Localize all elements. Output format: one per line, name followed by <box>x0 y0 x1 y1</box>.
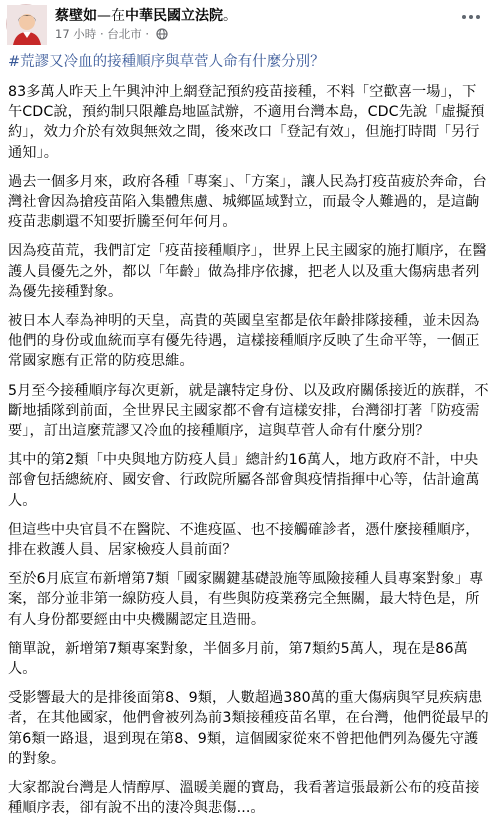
more-options-button[interactable] <box>456 6 486 28</box>
timestamp-link[interactable]: 17 小時 <box>55 27 97 41</box>
dot-icon <box>476 15 480 19</box>
dot-icon <box>462 15 466 19</box>
post-paragraph: 大家都說台灣是人情醇厚、溫暖美麗的寶島，我看著這張最新公布的疫苗接種順序表，卻有說不出的淒冷與悲傷...。 <box>8 780 480 817</box>
post-paragraph: 5月至今接種順序每次更新，就是讓特定身份、以及政府關係接近的族群，不斷地插隊到前面，全世界民主國家都不會有這樣安排，台灣卻打著「防疫需要」，訂出這麼荒謬又冷血的接種順序，這與草菅人命有什麼分別？ <box>8 382 489 440</box>
post-paragraph: 簡單說，新增第7類專案對象，半個多月前，第7類約5萬人，現在是86萬人。 <box>8 640 468 678</box>
post-meta <box>55 27 168 42</box>
post-paragraph: 被日本人奉為神明的天皇，高貴的英國皇室都是依年齡排隊接種，並未因為他們的身份或血統而享有優先待遇，這樣接種順序反映了生命平等，一個正常國家應有正常的防疫思維。 <box>8 313 480 370</box>
post-paragraph: 其中的第2類「中央與地方防疫人員」總計約16萬人，地方政府不計，中央部會包括總統府、國安會、行政院所屬各部會與疫情指揮中心等，估計逾萬人。 <box>8 452 480 509</box>
author-name-link[interactable]: 蔡壁如 <box>55 8 97 24</box>
post-paragraph: 但這些中央官員不在醫院、不進疫區、也不接觸確診者，憑什麼接種順序，排在救護人員、居家檢疫人員前面？ <box>8 521 480 559</box>
post-paragraph: 因為疫苗荒，我們訂定「疫苗接種順序」，世界上民主國家的施打順序，在醫護人員優先之外，都以「年齡」做為排序依據，把老人以及重大傷病患者列為優先接種對象。 <box>8 243 487 300</box>
author-line <box>55 7 237 25</box>
post-body <box>8 52 490 828</box>
dot-icon <box>469 15 473 19</box>
globe-icon <box>156 28 168 40</box>
avatar-portrait-icon <box>7 5 47 45</box>
at-separator: —在 <box>97 8 125 24</box>
post-header <box>0 0 494 50</box>
post-paragraph: 至於6月底宣布新增第7類「國家關鍵基礎設施等風險接種人員專案對象」專案，部分並非第一線防疫人員，有些與防疫業務完全無關，最大特色是，所有人身份都要經由中央機關認定且造冊。 <box>8 571 484 628</box>
meta-separator-end: · <box>141 27 153 41</box>
avatar[interactable] <box>6 4 46 44</box>
post-paragraph: 83多萬人昨天上午興沖沖上網登記預約疫苗接種，不料「空歡喜一場」，下午CDC說，預約制只限離島地區試辦，不適用台灣本島，CDC先說「虛擬預約」，效力介於有效與無效之間，後來改口「登記有效」，但施打時間「另行通知」。 <box>8 84 485 161</box>
hashtag-link[interactable]: #荒謬又冷血的接種順序與草菅人命有什麼分別？ <box>8 54 325 70</box>
location-suffix: 。 <box>223 8 237 24</box>
post-paragraph: 過去一個多月來，政府各種「專案」、「方案」，讓人民為打疫苗疲於奔命，台灣社會因為搶疫苗陷入集體焦慮、城鄉區域對立，而最令人難過的，是這齣疫苗悲劇還不知要折騰至何年何月。 <box>8 173 487 231</box>
meta-separator: · <box>96 27 108 41</box>
post-paragraph: 受影響最大的是排後面第8、9類，人數超過380萬的重大傷病與罕見疾病患者，在其他國家，他們會被列為前3類接種疫苗名單，在台灣，他們從最早的第6類一路退，退到現在第8、9類，這個國家從來不曾把他們列為優先守護的對象。 <box>8 690 489 767</box>
location-link[interactable]: 中華民國立法院 <box>125 8 223 24</box>
city-link[interactable]: 台北市 <box>107 27 142 41</box>
